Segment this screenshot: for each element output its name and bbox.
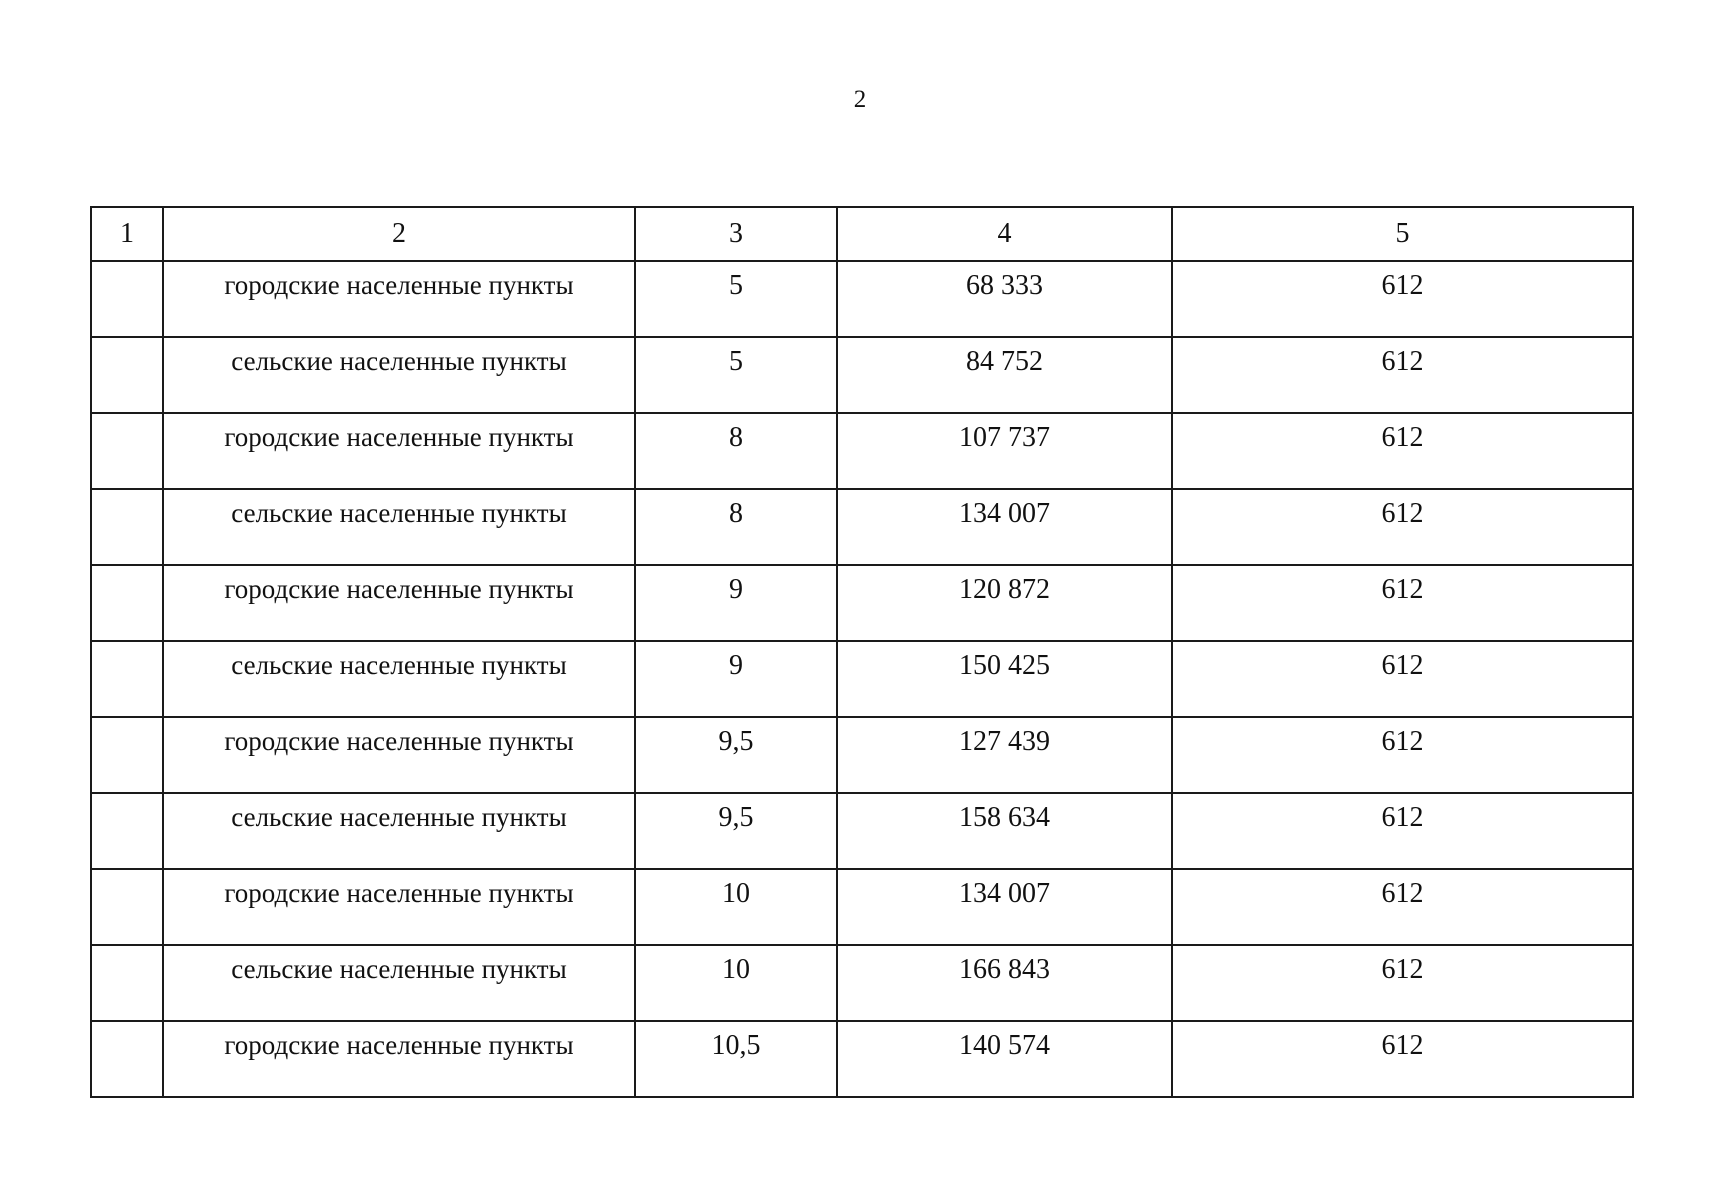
row-number-cell: [91, 261, 163, 337]
col-3-cell: 8: [635, 489, 837, 565]
settlement-type-cell: городские населенные пункты: [163, 869, 635, 945]
row-number-cell: [91, 413, 163, 489]
settlement-type-cell: городские населенные пункты: [163, 717, 635, 793]
col-3-cell: 5: [635, 261, 837, 337]
settlement-type-cell: сельские населенные пункты: [163, 337, 635, 413]
col-3-cell: 9,5: [635, 717, 837, 793]
column-header-3: 3: [635, 207, 837, 261]
col-4-cell: 120 872: [837, 565, 1172, 641]
row-number-cell: [91, 717, 163, 793]
settlement-type-cell: сельские населенные пункты: [163, 641, 635, 717]
col-5-cell: 612: [1172, 641, 1633, 717]
row-number-cell: [91, 793, 163, 869]
settlement-type-cell: городские населенные пункты: [163, 261, 635, 337]
settlement-type-cell: городские населенные пункты: [163, 565, 635, 641]
col-5-cell: 612: [1172, 869, 1633, 945]
col-3-cell: 9: [635, 641, 837, 717]
table-row: [91, 869, 1633, 945]
column-header-2: 2: [163, 207, 635, 261]
settlement-type-cell: сельские населенные пункты: [163, 793, 635, 869]
row-number-cell: [91, 869, 163, 945]
row-number-cell: [91, 1021, 163, 1097]
table-row: [91, 413, 1633, 489]
table-row: [91, 793, 1633, 869]
col-5-cell: 612: [1172, 489, 1633, 565]
table-row: [91, 489, 1633, 565]
row-number-cell: [91, 641, 163, 717]
col-4-cell: 150 425: [837, 641, 1172, 717]
col-4-cell: 107 737: [837, 413, 1172, 489]
col-4-cell: 134 007: [837, 489, 1172, 565]
col-3-cell: 10: [635, 945, 837, 1021]
page-number: 2: [853, 86, 867, 113]
column-header-5: 5: [1172, 207, 1633, 261]
col-5-cell: 612: [1172, 945, 1633, 1021]
data-table: [90, 206, 1634, 1098]
col-4-cell: 140 574: [837, 1021, 1172, 1097]
col-3-cell: 8: [635, 413, 837, 489]
table-row: [91, 261, 1633, 337]
col-3-cell: 10: [635, 869, 837, 945]
table-row: [91, 641, 1633, 717]
settlement-type-cell: сельские населенные пункты: [163, 945, 635, 1021]
col-4-cell: 84 752: [837, 337, 1172, 413]
settlement-type-cell: сельские населенные пункты: [163, 489, 635, 565]
col-5-cell: 612: [1172, 717, 1633, 793]
col-4-cell: 134 007: [837, 869, 1172, 945]
row-number-cell: [91, 945, 163, 1021]
col-3-cell: 9: [635, 565, 837, 641]
col-5-cell: 612: [1172, 413, 1633, 489]
col-5-cell: 612: [1172, 261, 1633, 337]
table-row: [91, 565, 1633, 641]
row-number-cell: [91, 565, 163, 641]
col-3-cell: 5: [635, 337, 837, 413]
table-row: [91, 717, 1633, 793]
col-5-cell: 612: [1172, 565, 1633, 641]
col-5-cell: 612: [1172, 337, 1633, 413]
column-header-4: 4: [837, 207, 1172, 261]
col-4-cell: 68 333: [837, 261, 1172, 337]
col-3-cell: 10,5: [635, 1021, 837, 1097]
col-4-cell: 158 634: [837, 793, 1172, 869]
settlement-type-cell: городские населенные пункты: [163, 1021, 635, 1097]
col-5-cell: 612: [1172, 1021, 1633, 1097]
row-number-cell: [91, 337, 163, 413]
table-row: [91, 337, 1633, 413]
column-header-1: 1: [91, 207, 163, 261]
table-row: [91, 945, 1633, 1021]
col-4-cell: 127 439: [837, 717, 1172, 793]
col-5-cell: 612: [1172, 793, 1633, 869]
table-header-row: [91, 207, 1633, 261]
col-4-cell: 166 843: [837, 945, 1172, 1021]
table-row: [91, 1021, 1633, 1097]
col-3-cell: 9,5: [635, 793, 837, 869]
settlement-type-cell: городские населенные пункты: [163, 413, 635, 489]
row-number-cell: [91, 489, 163, 565]
